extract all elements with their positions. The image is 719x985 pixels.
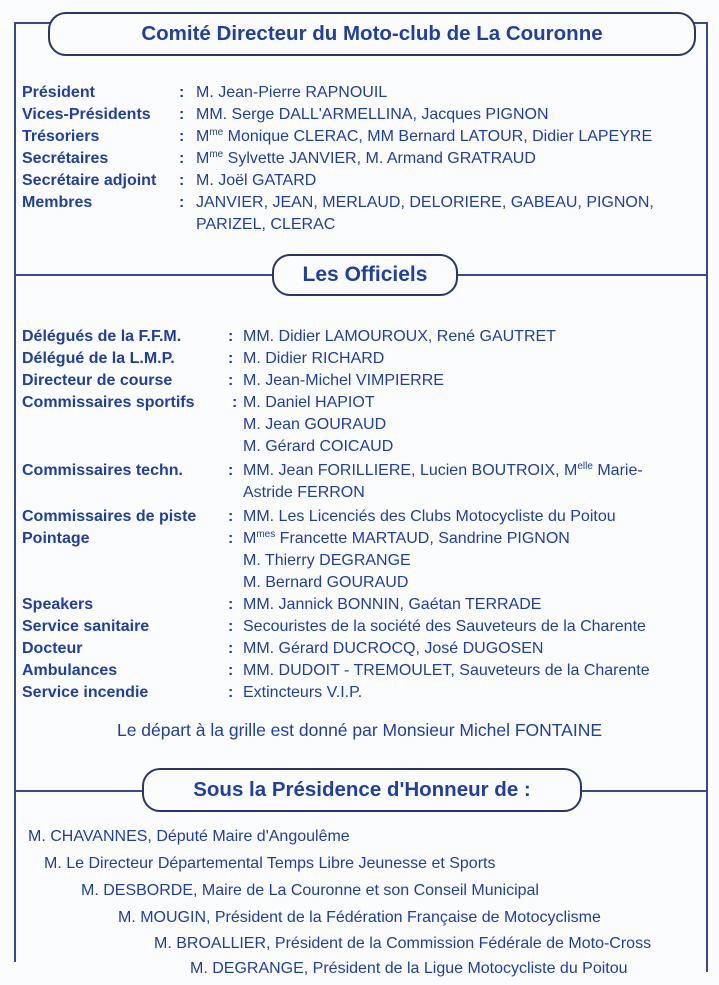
row-label: Commissaires sportifs xyxy=(22,394,195,411)
officiels-row xyxy=(0,528,719,550)
row-label: Président xyxy=(22,84,95,101)
row-value-text: MM. Jean FORILLIERE, Lucien BOUTROIX, M xyxy=(243,462,578,479)
row-value: MM. Jannick BONNIN, Gaétan TERRADE xyxy=(243,596,542,613)
row-label: Commissaires de piste xyxy=(22,508,197,525)
row-colon: : xyxy=(179,150,185,167)
row-value: MM. Serge DALL'ARMELLINA, Jacques PIGNON xyxy=(196,106,549,123)
officiels-row xyxy=(0,616,719,638)
officiels-row xyxy=(0,326,719,348)
row-label: Ambulances xyxy=(22,662,118,679)
honneur-line: M. DESBORDE, Maire de La Couronne et son Conseil Municipal xyxy=(81,882,539,899)
row-value xyxy=(243,460,643,482)
depart-statement: Le départ à la grille est donné par Monsieur Michel FONTAINE xyxy=(116,720,603,740)
row-label: Speakers xyxy=(22,596,94,613)
frame-low-right-line xyxy=(582,790,708,792)
comite-row-continued xyxy=(0,214,719,236)
honneur-line: M. MOUGIN, Président de la Fédération Française de Motocyclisme xyxy=(118,909,601,926)
row-value-line2: M. Thierry DEGRANGE xyxy=(243,552,411,569)
row-value-line3: M. Bernard GOURAUD xyxy=(243,574,409,591)
officiels-title: Les Officiels xyxy=(302,263,428,286)
row-value: MM. Les Licenciés des Clubs Motocycliste du Poitou xyxy=(243,508,616,525)
honneur-line: M. Le Directeur Départemental Temps Libre Jeunesse et Sports xyxy=(44,855,496,872)
officiels-row xyxy=(0,348,719,370)
row-value-line3: M. Gérard COICAUD xyxy=(243,438,394,455)
frame-mid-left-line xyxy=(14,274,274,276)
row-value-text: Sylvette JANVIER, M. Armand GRATRAUD xyxy=(223,150,536,167)
row-value: MM. DUDOIT - TREMOULET, Sauveteurs de la Charente xyxy=(243,662,650,679)
honneur-line: M. BROALLIER, Président de la Commission Fédérale de Moto-Cross xyxy=(154,935,652,952)
row-label: Trésoriers xyxy=(22,128,100,145)
row-label: Vices-Présidents xyxy=(22,106,151,123)
row-value: JANVIER, JEAN, MERLAUD, DELORIERE, GABEAU, PIGNON, xyxy=(196,194,654,211)
officiels-title-box xyxy=(272,254,458,296)
officiels-row-continued xyxy=(0,436,719,458)
comite-title: Comité Directeur du Moto-club de La Couronne xyxy=(141,22,603,45)
row-value xyxy=(243,528,570,550)
row-label: Membres xyxy=(22,194,93,211)
title-prefix: M xyxy=(196,150,210,167)
row-colon: : xyxy=(232,394,238,411)
row-value-text: Monique CLERAC, MM Bernard LATOUR, Didier LAPEYRE xyxy=(223,128,653,145)
row-label: Service sanitaire xyxy=(22,618,150,635)
row-colon: : xyxy=(228,618,234,635)
row-colon: : xyxy=(228,328,234,345)
row-label: Service incendie xyxy=(22,684,149,701)
frame-low-left-line xyxy=(14,790,142,792)
row-value: M. Daniel HAPIOT xyxy=(243,394,375,411)
officiels-row xyxy=(0,392,719,414)
row-colon: : xyxy=(179,84,185,101)
row-value-end: Marie- xyxy=(592,462,643,479)
row-value: M. Didier RICHARD xyxy=(243,350,385,367)
title-sup: mes xyxy=(256,529,276,540)
honneur-title-box xyxy=(142,768,582,812)
row-value: Extincteurs V.I.P. xyxy=(243,684,363,701)
honneur-line: M. CHAVANNES, Député Maire d'Angoulême xyxy=(28,828,350,845)
row-value xyxy=(196,126,652,148)
title-prefix: M xyxy=(196,128,210,145)
row-colon: : xyxy=(228,372,234,389)
row-value: M. Jean-Pierre RAPNOUIL xyxy=(196,84,388,101)
comite-row xyxy=(0,170,719,192)
row-colon: : xyxy=(228,596,234,613)
officiels-row xyxy=(0,506,719,528)
officiels-row xyxy=(0,638,719,660)
officiels-row-continued xyxy=(0,550,719,572)
row-label: Pointage xyxy=(22,530,90,547)
row-colon: : xyxy=(228,350,234,367)
title-sup: elle xyxy=(577,461,593,472)
row-label: Docteur xyxy=(22,640,83,657)
honneur-line: M. DEGRANGE, Président de la Ligue Motocycliste du Poitou xyxy=(190,960,628,977)
row-colon: : xyxy=(179,128,185,145)
row-value xyxy=(196,148,536,170)
title-sup: me xyxy=(209,127,224,138)
officiels-row xyxy=(0,594,719,616)
row-colon: : xyxy=(228,462,234,479)
row-value: M. Joël GATARD xyxy=(196,172,317,189)
row-colon: : xyxy=(179,194,185,211)
comite-title-box xyxy=(48,12,696,56)
row-label: Directeur de course xyxy=(22,372,173,389)
comite-row xyxy=(0,148,719,170)
frame-mid-right-line xyxy=(458,274,708,276)
row-colon: : xyxy=(179,172,185,189)
row-value-text: Francette MARTAUD, Sandrine PIGNON xyxy=(275,530,570,547)
honneur-title: Sous la Présidence d'Honneur de : xyxy=(193,778,531,801)
officiels-row-continued xyxy=(0,482,719,504)
row-colon: : xyxy=(228,530,234,547)
row-value: MM. Didier LAMOUROUX, René GAUTRET xyxy=(243,328,556,345)
comite-row xyxy=(0,192,719,214)
row-label: Commissaires techn. xyxy=(22,462,183,479)
row-value: MM. Gérard DUCROCQ, José DUGOSEN xyxy=(243,640,544,657)
row-value-line2: PARIZEL, CLERAC xyxy=(196,216,336,233)
title-prefix: M xyxy=(243,530,257,547)
comite-row xyxy=(0,104,719,126)
officiels-row xyxy=(0,660,719,682)
comite-row xyxy=(0,126,719,148)
row-value-line2: Astride FERRON xyxy=(243,484,365,501)
row-label: Secrétaire adjoint xyxy=(22,172,157,189)
comite-row xyxy=(0,82,719,104)
row-colon: : xyxy=(179,106,185,123)
row-label: Délégués de la F.F.M. xyxy=(22,328,182,345)
row-label: Délégué de la L.M.P. xyxy=(22,350,175,367)
title-sup: me xyxy=(209,149,224,160)
officiels-row xyxy=(0,370,719,392)
row-value: M. Jean-Michel VIMPIERRE xyxy=(243,372,444,389)
row-colon: : xyxy=(228,508,234,525)
row-colon: : xyxy=(228,640,234,657)
officiels-row xyxy=(0,460,719,482)
row-colon: : xyxy=(228,662,234,679)
row-label: Secrétaires xyxy=(22,150,109,167)
row-value-line2: M. Jean GOURAUD xyxy=(243,416,387,433)
officiels-row xyxy=(0,682,719,704)
row-colon: : xyxy=(228,684,234,701)
row-value: Secouristes de la société des Sauveteurs de la Charente xyxy=(243,618,646,635)
officiels-row-continued xyxy=(0,414,719,436)
officiels-row-continued xyxy=(0,572,719,594)
